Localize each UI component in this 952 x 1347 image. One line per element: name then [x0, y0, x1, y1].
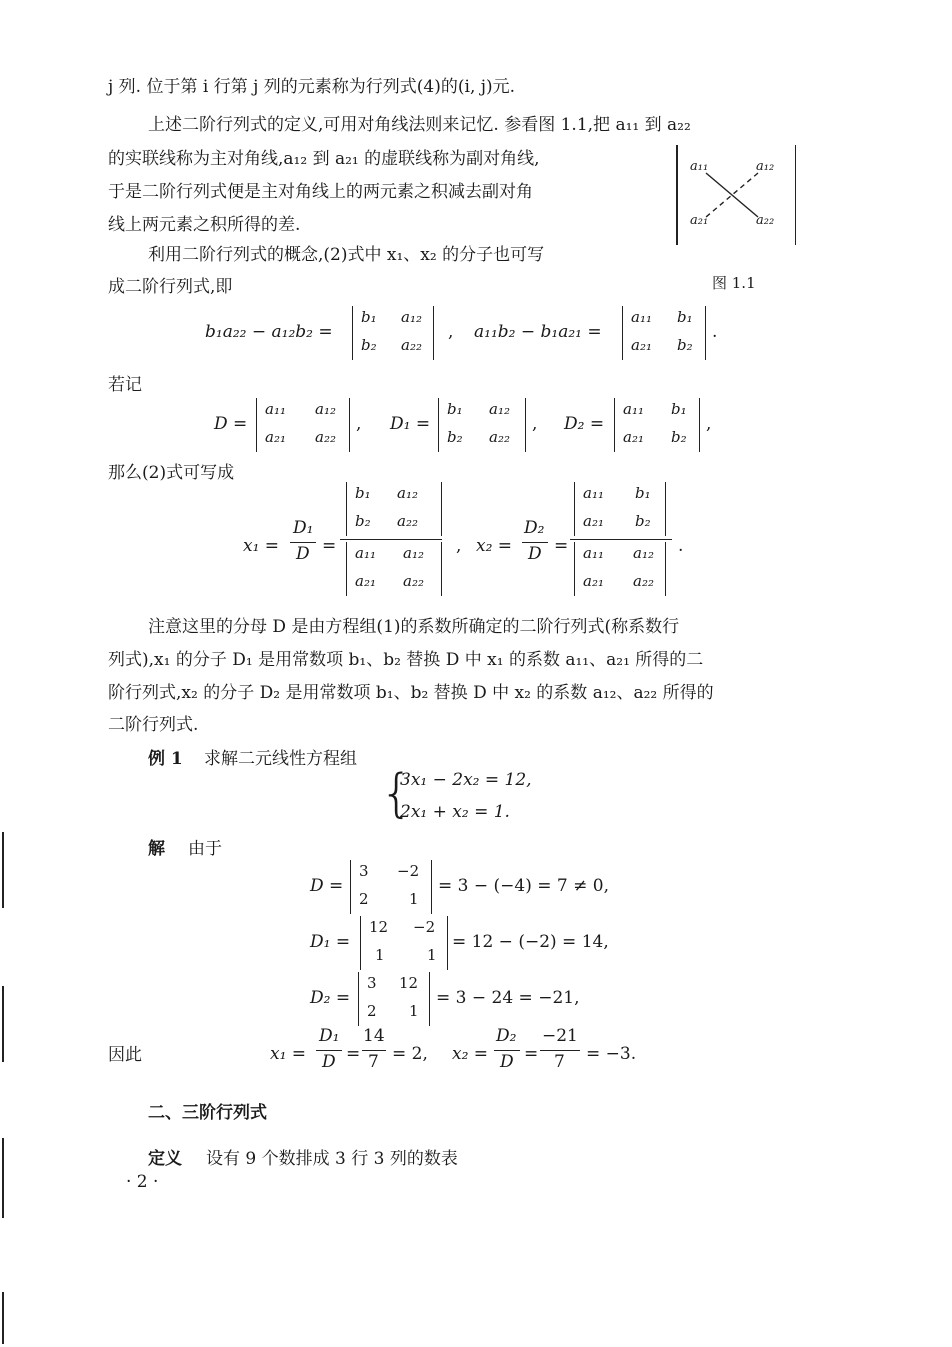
D-label: D = [214, 414, 248, 434]
det-D [256, 398, 350, 452]
cell: b₂ [635, 512, 651, 530]
text-ruoji: 若记 [108, 375, 142, 395]
period: . [678, 536, 684, 556]
equals: = [554, 536, 569, 556]
fraction-bar [540, 1050, 580, 1051]
eq1-mid-expression: a₁₁b₂ − b₁a₂₁ = [474, 322, 602, 342]
cell: a₂₁ [583, 512, 604, 530]
result-x1-value: = 2, [392, 1044, 428, 1064]
figure-a11: a₁₁ [690, 159, 709, 174]
denominator: D [322, 1052, 336, 1072]
paragraph-note-2: 列式),x₁ 的分子 D₁ 是用常数项 b₁、b₂ 替换 D 中 x₁ 的系数 a₁₁、a₂₁ 所得的二 [108, 650, 704, 670]
calc-D-result: = 3 − (−4) = 7 ≠ 0, [438, 876, 609, 896]
det-D2-numerator [574, 482, 666, 536]
system-eq-1: 3x₁ − 2x₂ = 12, [400, 770, 532, 790]
cell: a₂₁ [623, 428, 644, 446]
cell: a₂₂ [633, 572, 654, 590]
calc-D2-result: = 3 − 24 = −21, [436, 988, 580, 1008]
det-calc-D1 [360, 916, 448, 970]
det-calc-D [350, 860, 432, 914]
section-title: 二、三阶行列式 [148, 1103, 267, 1123]
numerator: 14 [363, 1026, 385, 1046]
solution-label: 解 [148, 839, 165, 859]
paragraph-note-1: 注意这里的分母 D 是由方程组(1)的系数所确定的二阶行列式(称系数行 [148, 617, 680, 637]
det-D-denominator [346, 542, 442, 596]
x2-label: x₂ = [476, 536, 513, 556]
cell: b₂ [671, 428, 687, 446]
det-a11-b1 [622, 306, 706, 360]
result-x2-label: x₂ = [452, 1044, 489, 1064]
paragraph-numerator: 利用二阶行列式的概念,(2)式中 x₁、x₂ 的分子也可写 [148, 245, 545, 265]
denominator: D [528, 544, 542, 564]
cell: b₂ [355, 512, 371, 530]
solution-text: 由于 [188, 839, 222, 859]
cell: 1 [409, 890, 419, 908]
cell: 2 [359, 890, 369, 908]
cell: b₁ [635, 484, 651, 502]
D1-label: D₁ = [390, 414, 431, 434]
paragraph-note-3: 阶行列式,x₂ 的分子 D₂ 是用常数项 b₁、b₂ 替换 D 中 x₂ 的系数 a₁₂、a₂₂ 所得的 [108, 683, 714, 703]
result-frac-D2-D [494, 1026, 520, 1074]
cell: b₂ [447, 428, 463, 446]
fraction-D1-over-D [290, 518, 316, 566]
cell: b₁ [447, 400, 463, 418]
fraction-bar [290, 542, 316, 543]
fraction-det-over-det-1 [340, 482, 452, 598]
cell: a₁₂ [401, 308, 422, 326]
system-brace: { [380, 764, 414, 824]
numerator: −21 [542, 1026, 578, 1046]
text-yinci: 因此 [108, 1045, 142, 1065]
det-calc-D2 [358, 972, 430, 1026]
cell: a₁₂ [397, 484, 418, 502]
result-frac-m21-7 [540, 1026, 580, 1074]
cell: a₂₁ [583, 572, 604, 590]
figure-a22: a₂₂ [756, 213, 775, 228]
calc-D2-label: D₂ = [310, 988, 351, 1008]
cell: a₁₁ [583, 484, 604, 502]
definition-label: 定义 [148, 1149, 182, 1169]
cell: 12 [369, 918, 389, 936]
cell: a₁₁ [623, 400, 644, 418]
text-namo: 那么(2)式可写成 [108, 463, 235, 483]
numerator: D₁ [319, 1026, 340, 1046]
period: . [712, 322, 718, 342]
cell: a₁₁ [583, 544, 604, 562]
paragraph-diagonal-rule-cont-2: 于是二阶行列式便是主对角线上的两元素之积减去副对角 [108, 182, 533, 202]
paragraph-diagonal-rule: 上述二阶行列式的定义,可用对角线法则来记忆. 参看图 1.1,把 a₁₁ 到 a₂₂ [148, 115, 691, 135]
page-number: · 2 · [126, 1172, 159, 1192]
denominator: 7 [368, 1052, 379, 1072]
calc-D1-label: D₁ = [310, 932, 351, 952]
det-D1 [438, 398, 526, 452]
cell: 1 [427, 946, 437, 964]
result-x2-value: = −3. [586, 1044, 637, 1064]
calc-D-label: D = [310, 876, 344, 896]
fraction-bar [570, 539, 672, 540]
cell: a₁₂ [633, 544, 654, 562]
cell: 12 [399, 974, 419, 992]
cell: a₂₂ [489, 428, 510, 446]
calc-D1-result: = 12 − (−2) = 14, [452, 932, 609, 952]
figure-caption: 图 1.1 [712, 274, 756, 292]
cell: b₁ [677, 308, 693, 326]
fraction-D2-over-D [522, 518, 548, 566]
det-D1-numerator [346, 482, 442, 536]
result-frac-14-7 [362, 1026, 386, 1074]
cell: 1 [375, 946, 385, 964]
result-equals-2: = [524, 1044, 539, 1064]
cell: 3 [359, 862, 369, 880]
D2-label: D₂ = [564, 414, 605, 434]
equals: = [322, 536, 337, 556]
cell: a₂₂ [315, 428, 336, 446]
result-equals-1: = [346, 1044, 361, 1064]
fraction-bar [494, 1050, 520, 1051]
fraction-det-over-det-2 [570, 482, 672, 598]
scan-mark [2, 832, 4, 908]
cell: a₂₂ [397, 512, 418, 530]
cell: b₁ [671, 400, 687, 418]
cell: −2 [397, 862, 420, 880]
fraction-bar [340, 539, 442, 540]
cell: a₂₂ [401, 336, 422, 354]
cell: a₁₁ [631, 308, 652, 326]
text-line-1: j 列. 位于第 i 行第 j 列的元素称为行列式(4)的(i, j)元. [108, 77, 516, 97]
cell: 3 [367, 974, 377, 992]
cell: b₁ [355, 484, 371, 502]
numerator: D₂ [496, 1026, 517, 1046]
denominator: D [500, 1052, 514, 1072]
result-x1-label: x₁ = [270, 1044, 307, 1064]
cell: 1 [409, 1002, 419, 1020]
cell: b₂ [361, 336, 377, 354]
example-label: 例 1 [148, 749, 183, 769]
scan-mark [2, 1292, 4, 1344]
figure-a21: a₂₁ [690, 213, 709, 228]
cell: a₁₂ [315, 400, 336, 418]
denominator: 7 [554, 1052, 565, 1072]
cell: a₁₁ [355, 544, 376, 562]
paragraph-note-4: 二阶行列式. [108, 715, 199, 735]
figure-a12: a₁₂ [756, 159, 775, 174]
det-b1-a12 [352, 306, 434, 360]
cell: a₂₂ [403, 572, 424, 590]
cell: a₁₂ [403, 544, 424, 562]
fraction-bar [316, 1050, 342, 1051]
det-D-denominator-2 [574, 542, 666, 596]
cell: 2 [367, 1002, 377, 1020]
figure-diagonal-rule [676, 145, 796, 245]
cell: b₂ [677, 336, 693, 354]
cell: b₁ [361, 308, 377, 326]
denominator: D [296, 544, 310, 564]
paragraph-numerator-cont: 成二阶行列式,即 [108, 277, 233, 297]
fraction-bar [362, 1050, 386, 1051]
system-eq-2: 2x₁ + x₂ = 1. [400, 802, 510, 822]
cell: a₁₁ [265, 400, 286, 418]
example-text: 求解二元线性方程组 [204, 749, 357, 769]
comma: , [448, 322, 454, 342]
cell: a₂₁ [265, 428, 286, 446]
x1-label: x₁ = [243, 536, 280, 556]
cell: a₂₁ [355, 572, 376, 590]
scan-mark [2, 1138, 4, 1218]
paragraph-diagonal-rule-cont-1: 的实联线称为主对角线,a₁₂ 到 a₂₁ 的虚联线称为副对角线, [108, 149, 540, 169]
det-D2 [614, 398, 700, 452]
eq1-left-expression: b₁a₂₂ − a₁₂b₂ = [205, 322, 333, 342]
numerator: D₂ [524, 518, 545, 538]
comma: , [356, 414, 362, 434]
paragraph-diagonal-rule-cont-3: 线上两元素之积所得的差. [108, 215, 301, 235]
comma: , [456, 536, 462, 556]
cell: a₁₂ [489, 400, 510, 418]
fraction-bar [522, 542, 548, 543]
cell: −2 [413, 918, 436, 936]
scan-mark [2, 986, 4, 1062]
result-frac-D1-D [316, 1026, 342, 1074]
comma: , [532, 414, 538, 434]
definition-text: 设有 9 个数排成 3 行 3 列的数表 [206, 1149, 458, 1169]
comma: , [706, 414, 712, 434]
numerator: D₁ [293, 518, 314, 538]
cell: a₂₁ [631, 336, 652, 354]
